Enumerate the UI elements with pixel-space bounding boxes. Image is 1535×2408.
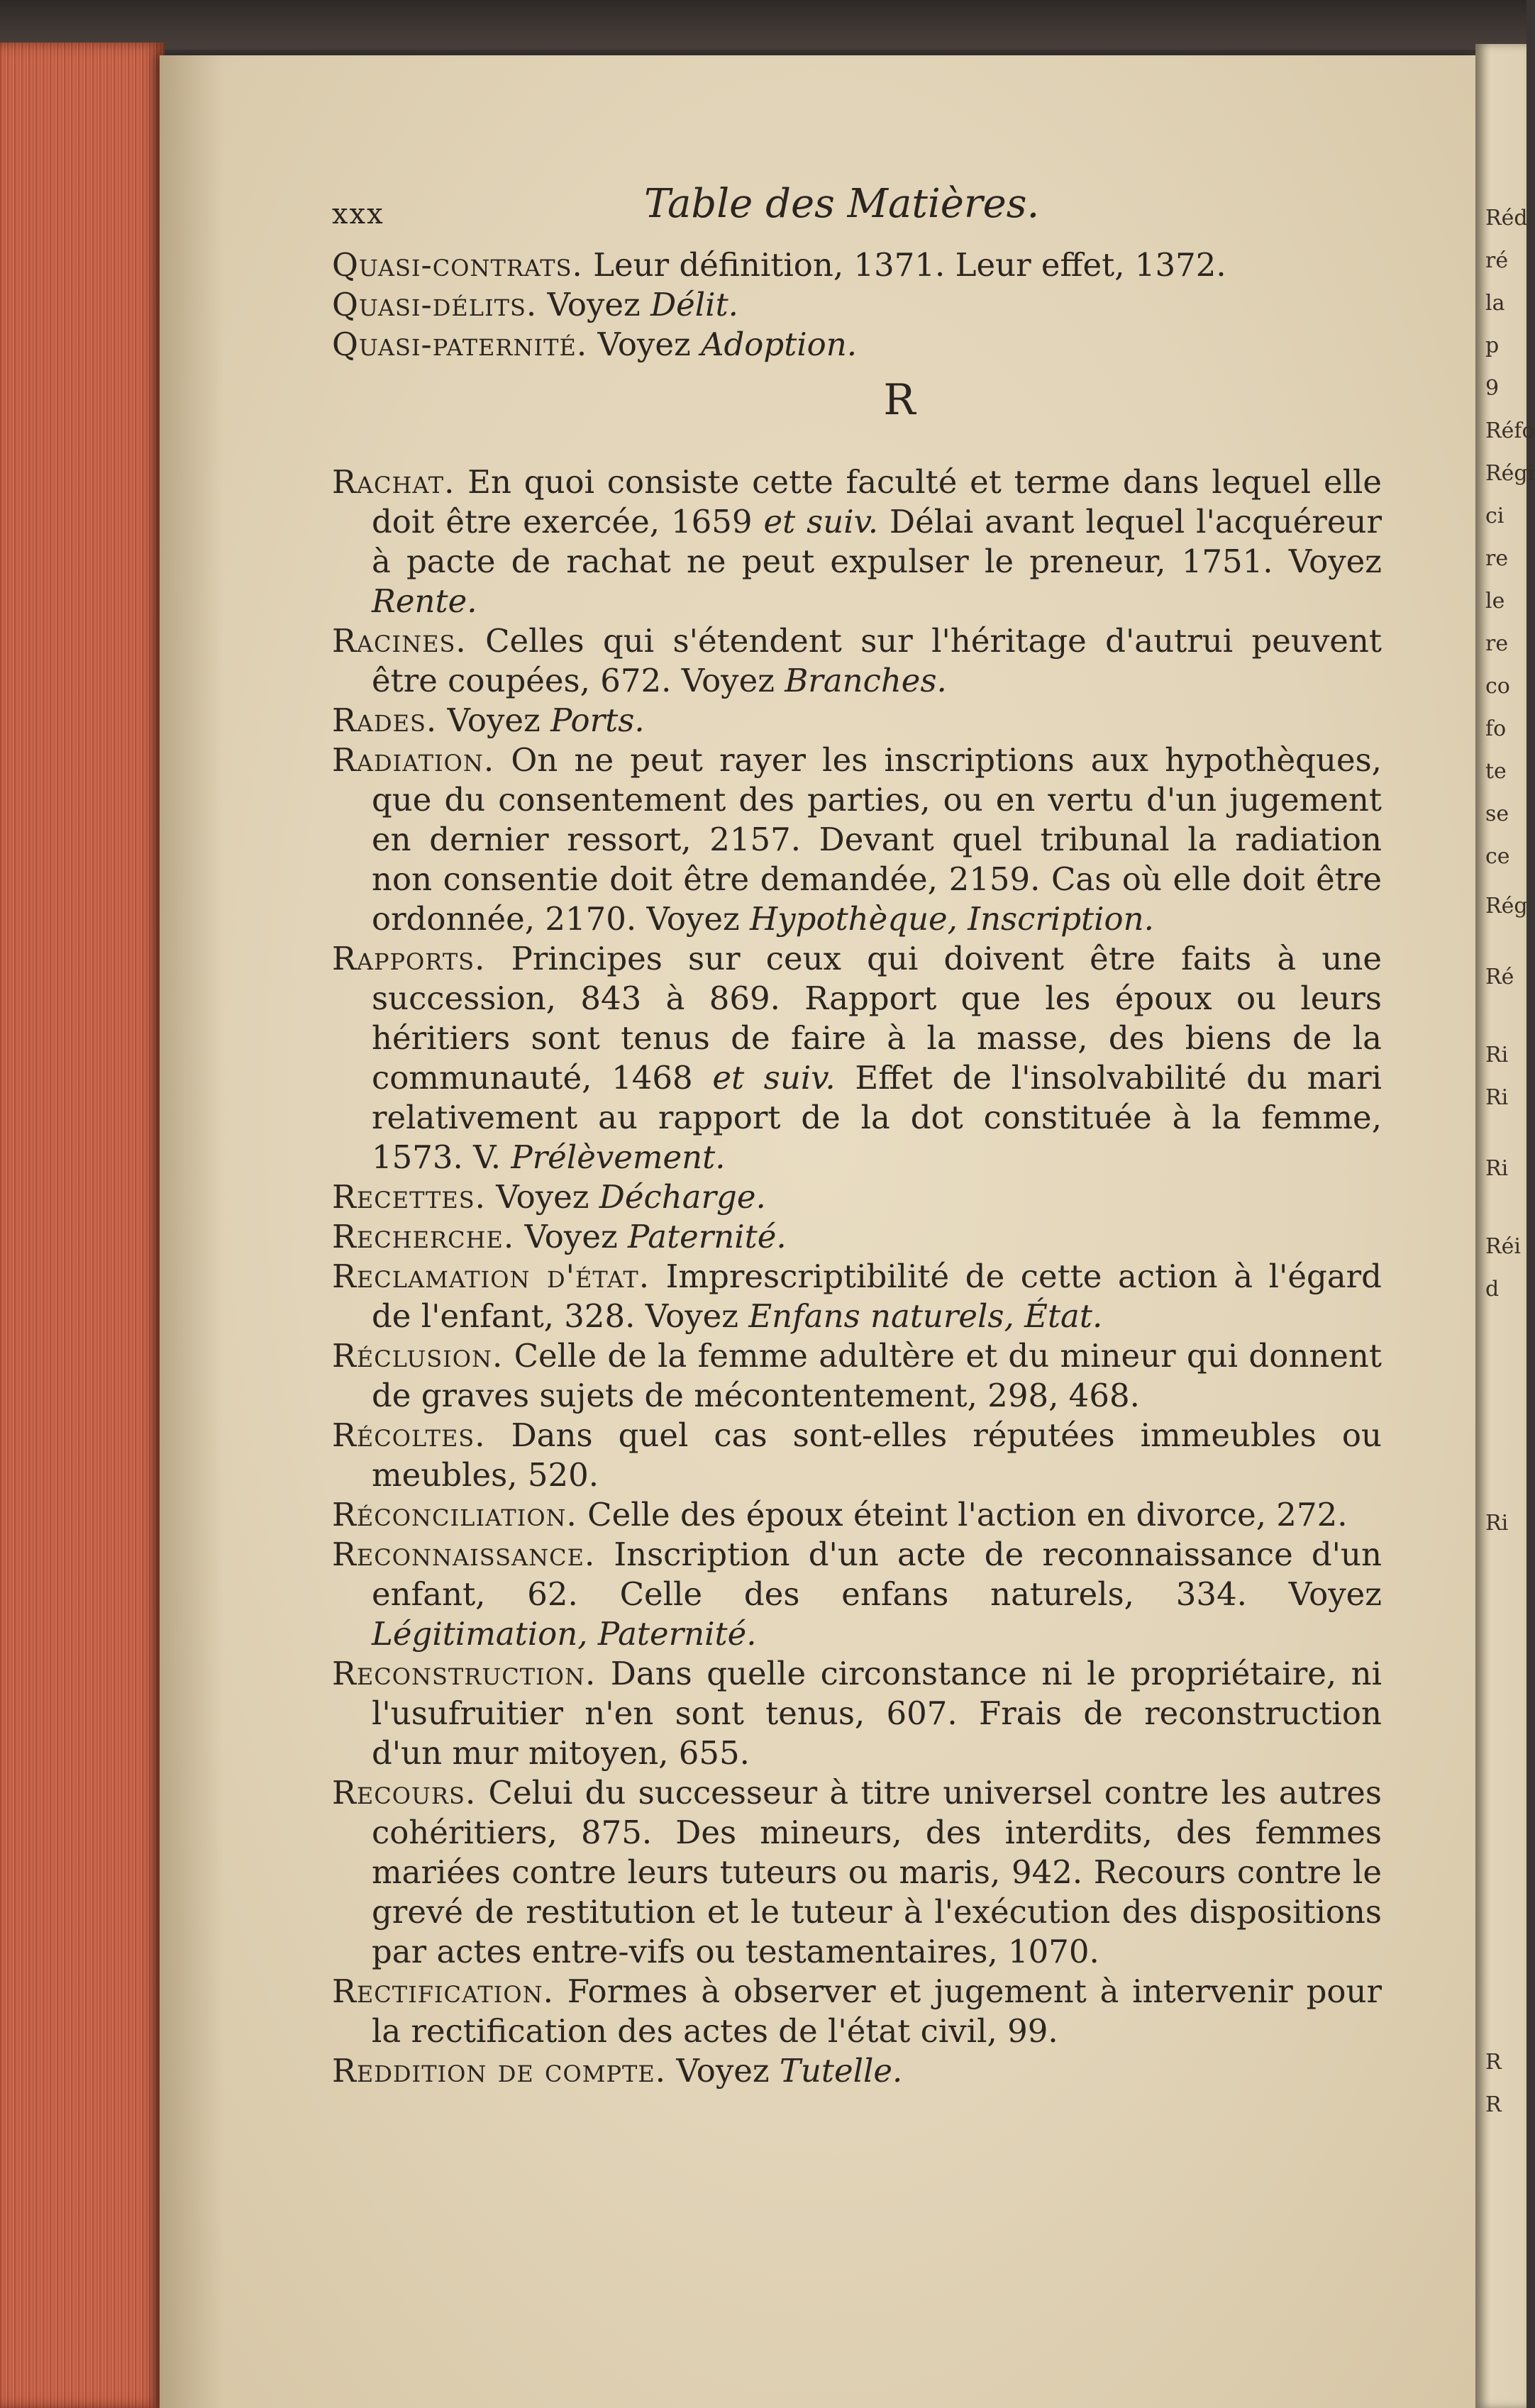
next-page-margin <box>1475 44 1535 2408</box>
entry-text: Principes sur ceux qui doivent être faits à une succession, 843 à 869. Rapport que les époux ou leurs héritiers sont tenus de faire à la masse, des biens de la communauté, 1468 <box>372 940 1382 1097</box>
next-page-fragment: se <box>1485 801 1509 826</box>
entry-text: Dans quelle circonstance ni le propriétaire, ni l'usufruitier n'en sont tenus, 607. Frais de reconstruction d'un mur mitoyen, 655. <box>372 1655 1382 1772</box>
entry-text: Celle de la femme adultère et du mineur qui donnent de graves sujets de mécontentement, 298, 468. <box>372 1337 1382 1414</box>
index-entry <box>332 2051 1382 2091</box>
next-page-fragment: 9 <box>1485 376 1500 401</box>
next-page-fragment: R <box>1485 2050 1502 2075</box>
entry-reference: Paternité. <box>627 1218 787 1255</box>
next-page-fragment: fo <box>1485 716 1507 741</box>
index-entry <box>332 1257 1382 1336</box>
entries-r <box>332 462 1382 2091</box>
entry-heading: Réconciliation. <box>332 1496 577 1533</box>
next-page-fragment: Ri <box>1485 1043 1509 1067</box>
page-folio: xxx <box>332 198 384 231</box>
index-entry <box>332 621 1382 701</box>
next-page-fragment: Régi <box>1485 461 1535 486</box>
entry-text: Voyez <box>514 1218 628 1255</box>
next-page-fragment: la <box>1485 291 1505 316</box>
entry-reference: Rente. <box>372 582 477 620</box>
entry-text: Voyez <box>437 701 551 739</box>
next-page-fragment: ce <box>1485 844 1510 869</box>
entry-reference: Branches. <box>785 662 947 699</box>
next-page-fragment: re <box>1485 546 1509 571</box>
next-page-fragment: Ri <box>1485 1156 1509 1181</box>
page-text <box>332 181 1382 2091</box>
background-top <box>0 0 1526 50</box>
index-entry <box>332 285 1382 325</box>
entry-italic: et suiv. <box>763 503 879 540</box>
entry-text: Voyez <box>666 2052 780 2090</box>
index-entry <box>332 462 1382 621</box>
next-page-fragment: co <box>1485 674 1510 699</box>
next-page-fragment: re <box>1485 631 1509 656</box>
entry-text: Voyez <box>587 326 701 363</box>
index-entry <box>332 1495 1382 1535</box>
entry-heading: Reconstruction. <box>332 1655 597 1692</box>
next-page-fragment: p <box>1485 333 1500 358</box>
next-page-fragment: R <box>1485 2092 1502 2117</box>
entry-text: Celles qui s'étendent sur l'héritage d'autrui peuvent être coupées, 672. Voyez <box>372 622 1382 699</box>
entry-italic: et suiv. <box>712 1059 836 1097</box>
entry-heading: Quasi-délits. <box>332 286 538 323</box>
next-page-fragment: Réi <box>1485 1234 1521 1259</box>
index-entry <box>332 1535 1382 1654</box>
entry-reference: Enfans naturels, État. <box>748 1297 1103 1335</box>
index-entry <box>332 939 1382 1177</box>
next-page-fragment: Rég <box>1485 894 1528 919</box>
next-page-fragment: d <box>1485 1277 1500 1302</box>
entry-text: Formes à observer et jugement à intervenir pour la rectification des actes de l'état civil, 99. <box>372 1973 1382 2050</box>
entry-text: On ne peut rayer les inscriptions aux hypothèques, que du consentement des parties, ou en vertu d'un jugement en dernier ressort, 2157. Devant quel tribunal la radiation non consentie doit être demandée, 2159. Cas où elle doit être ordonnée, 2170. Voyez <box>372 741 1382 938</box>
index-entry <box>332 1336 1382 1416</box>
next-page-fragment: te <box>1485 759 1507 784</box>
entry-heading: Recettes. <box>332 1178 486 1216</box>
entry-heading: Rectification. <box>332 1973 554 2010</box>
book-page-edges <box>0 43 165 2408</box>
entry-reference: Hypothèque, Inscription. <box>750 900 1154 938</box>
index-entry <box>332 245 1382 285</box>
next-page-fragment: Ri <box>1485 1511 1509 1536</box>
entry-reference: Délit. <box>650 286 738 323</box>
entry-text: Voyez <box>485 1178 599 1216</box>
next-page-fragment: Réd <box>1485 206 1528 231</box>
next-page-fragment: ci <box>1485 504 1504 528</box>
index-entry <box>332 701 1382 740</box>
index-entry <box>332 1773 1382 1972</box>
entry-heading: Rades. <box>332 701 438 739</box>
entry-heading: Reconnaissance. <box>332 1536 596 1573</box>
entry-heading: Racines. <box>332 622 467 660</box>
section-letter: R <box>883 375 916 425</box>
entry-heading: Rachat. <box>332 463 455 501</box>
next-page-fragment: Ri <box>1485 1085 1509 1110</box>
entry-heading: Reddition de compte. <box>332 2052 667 2090</box>
entry-heading: Quasi-contrats. <box>332 246 583 284</box>
index-entry <box>332 1654 1382 1773</box>
entry-heading: Recherche. <box>332 1218 515 1255</box>
entry-heading: Recours. <box>332 1774 477 1811</box>
entry-heading: Récoltes. <box>332 1416 486 1454</box>
index-entry <box>332 1972 1382 2051</box>
entry-text: Celui du successeur à titre universel contre les autres cohéritiers, 875. Des mineurs, des interdits, des femmes mariées contre leurs tuteurs ou maris, 942. Recours contre le grevé de restitution et le tuteur à l'exécution des dispositions par actes entre-vifs ou testamentaires, 1070. <box>372 1774 1382 1970</box>
entry-text: Celle des époux éteint l'action en divorce, 272. <box>577 1496 1348 1533</box>
index-entry <box>332 1177 1382 1217</box>
index-entry <box>332 1416 1382 1495</box>
entry-text: Délai avant lequel l'acquéreur à pacte de rachat ne peut expulser le preneur, 1751. Voyez <box>372 503 1382 580</box>
running-title: Table des Matières. <box>644 181 1040 227</box>
entry-reference: Prélèvement. <box>511 1138 726 1176</box>
next-page-fragment: Réfo <box>1485 418 1535 443</box>
next-page-fragment: le <box>1485 589 1505 614</box>
index-entry <box>332 740 1382 939</box>
entry-text: Imprescriptibilité de cette action à l'égard de l'enfant, 328. Voyez <box>372 1258 1382 1335</box>
entry-text: Inscription d'un acte de reconnaissance d'un enfant, 62. Celle des enfans naturels, 334. Voyez <box>372 1536 1382 1613</box>
index-entry <box>332 325 1382 365</box>
entry-reference: Ports. <box>550 701 645 739</box>
entry-text: Effet de l'insolvabilité du mari relativement au rapport de la dot constituée à la femme, 1573. V. <box>372 1059 1382 1176</box>
running-head <box>332 181 1382 245</box>
entry-heading: Réclusion. <box>332 1337 504 1375</box>
entry-reference: Adoption. <box>701 326 858 363</box>
next-page-fragment: ré <box>1485 248 1509 273</box>
entry-heading: Radiation. <box>332 741 495 779</box>
entry-reference: Décharge. <box>599 1178 766 1216</box>
entry-text: En quoi consiste cette faculté et terme dans lequel elle doit être exercée, 1659 <box>372 463 1382 540</box>
entry-heading: Quasi-paternité. <box>332 326 588 363</box>
entry-heading: Reclamation d'état. <box>332 1258 650 1295</box>
entry-reference: Légitimation, Paternité. <box>372 1615 757 1653</box>
entries-q <box>332 245 1382 365</box>
entry-text: Voyez <box>537 286 651 323</box>
entry-text: Leur définition, 1371. Leur effet, 1372. <box>582 246 1226 284</box>
entry-reference: Tutelle. <box>779 2052 903 2090</box>
entry-text: Dans quel cas sont-elles réputées immeubles ou meubles, 520. <box>372 1416 1382 1494</box>
entry-heading: Rapports. <box>332 940 486 977</box>
index-entry <box>332 1217 1382 1257</box>
next-page-fragment: Ré <box>1485 965 1514 989</box>
